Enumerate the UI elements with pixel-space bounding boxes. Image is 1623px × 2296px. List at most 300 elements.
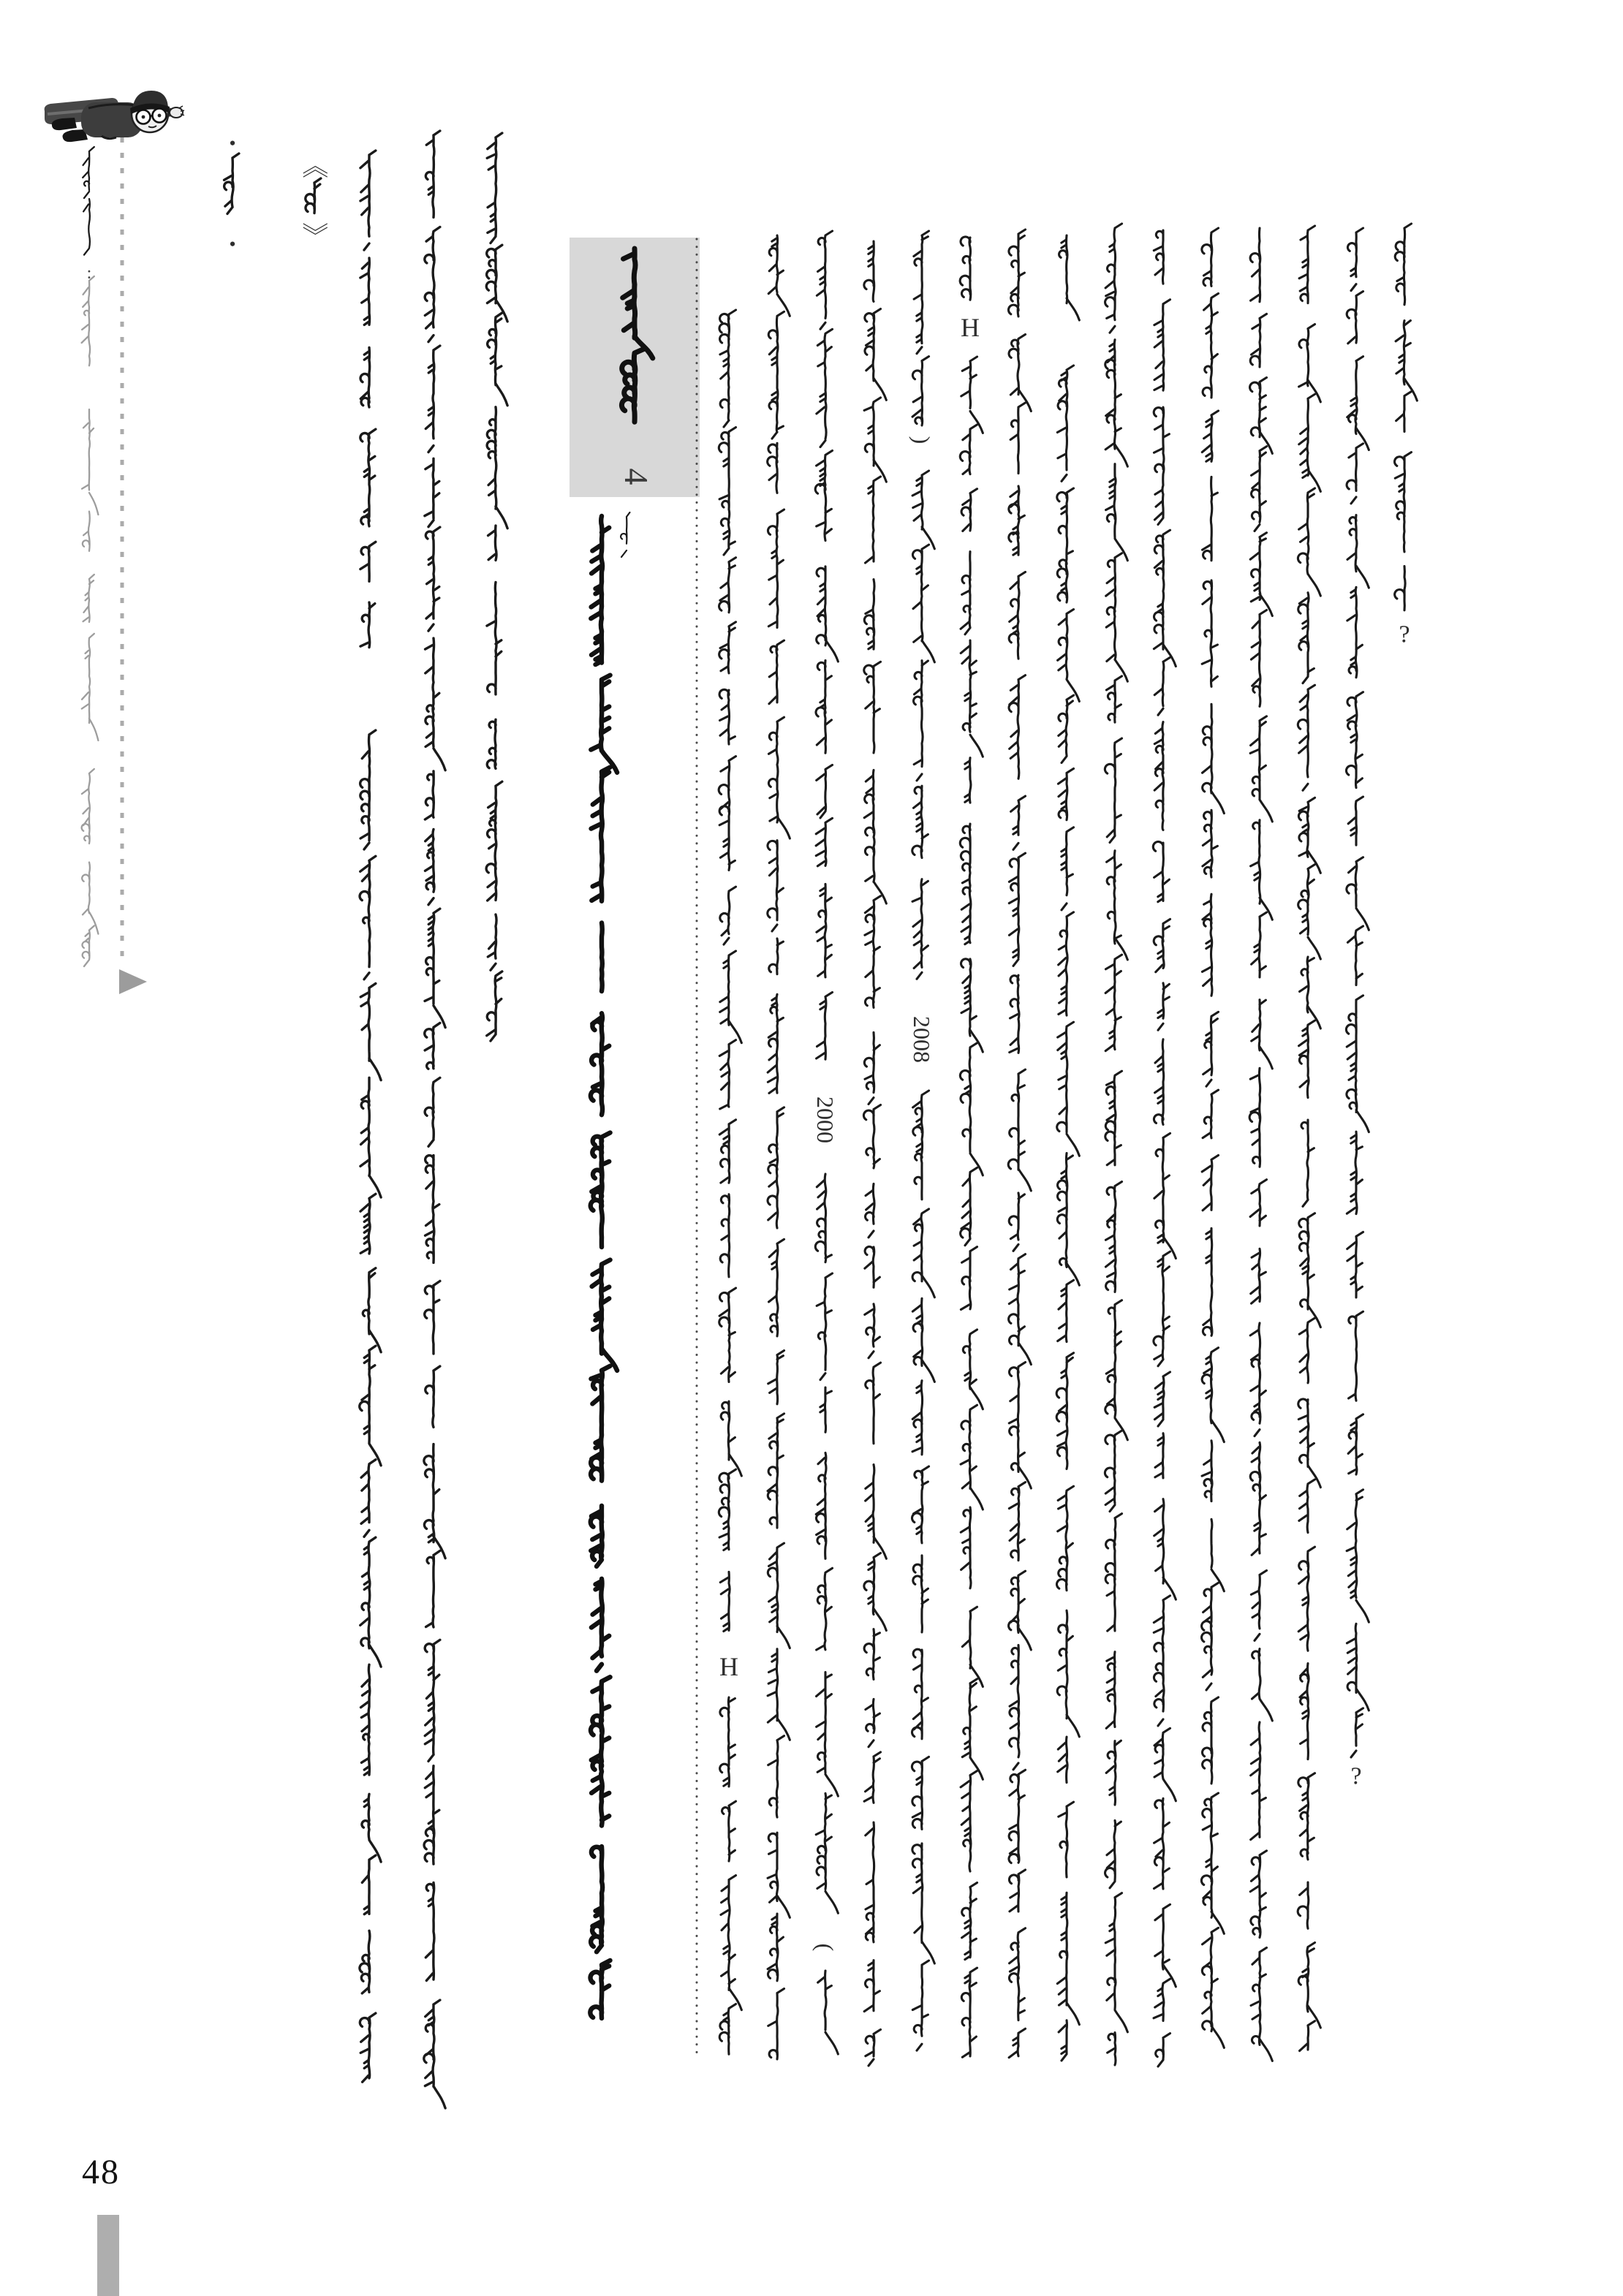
script-word (866, 1363, 881, 1444)
script-word (487, 971, 502, 1041)
script-word (1300, 2021, 1315, 2051)
body-script-column (1249, 228, 1272, 2061)
script-word (1299, 1213, 1321, 1327)
script-word (1347, 357, 1369, 450)
script-word (817, 765, 833, 817)
script-word (719, 689, 735, 744)
script-word (866, 477, 881, 563)
script-word (360, 983, 381, 1080)
script-word (769, 640, 784, 704)
script-word (1250, 1323, 1266, 1436)
script-word (961, 1405, 983, 1509)
script-word (425, 346, 440, 452)
inline-token: ) (909, 436, 935, 444)
script-word (865, 1246, 880, 1287)
script-word (1346, 692, 1363, 788)
script-word (721, 1401, 741, 1476)
body-script-column (812, 231, 839, 2054)
script-word (962, 1607, 983, 1686)
script-word (1203, 1012, 1219, 1086)
body-script-column (1008, 230, 1031, 2058)
script-word (425, 527, 440, 631)
script-word (1250, 1180, 1266, 1226)
script-word (720, 1572, 730, 1631)
script-word (306, 178, 321, 213)
script-word (1009, 1770, 1026, 1863)
script-word (1059, 235, 1080, 320)
script-word (425, 1156, 439, 1263)
script-word (1298, 1399, 1321, 1488)
script-word (591, 1506, 602, 1566)
script-word (912, 1844, 934, 1963)
script-word (961, 1771, 977, 1871)
script-word (1202, 1441, 1212, 1501)
script-word (1008, 230, 1025, 317)
mascot-flying-boy-icon (40, 86, 184, 151)
script-word (82, 276, 94, 365)
script-word (1299, 1479, 1315, 1533)
script-word (1252, 447, 1267, 531)
script-word (817, 567, 839, 662)
script-word (1008, 1069, 1031, 1191)
script-word (961, 959, 983, 1052)
script-word (1156, 2034, 1170, 2066)
bottom-bar-decoration (97, 2215, 119, 2296)
script-word (960, 1043, 983, 1175)
script-word (1057, 1022, 1080, 1156)
script-word (488, 526, 496, 560)
script-word (1009, 1193, 1024, 1251)
script-word (864, 1960, 879, 2012)
script-word (1203, 1697, 1219, 1784)
script-word (1395, 567, 1405, 610)
margin-note-black (83, 147, 94, 255)
script-word (768, 443, 777, 493)
script-word (1298, 1882, 1309, 1928)
script-word (1347, 515, 1369, 588)
script-word (864, 398, 886, 482)
script-word (864, 1032, 879, 1104)
script-word (1009, 1571, 1032, 1650)
script-word (360, 1537, 381, 1667)
script-word (1155, 1904, 1176, 1987)
script-word (1105, 1893, 1127, 2032)
script-word (591, 516, 609, 664)
script-word (425, 638, 446, 770)
script-word (1250, 228, 1260, 302)
script-word (1105, 1182, 1121, 1292)
script-word (912, 1960, 928, 2050)
script-word (591, 1677, 610, 1825)
script-word (1211, 1519, 1224, 1591)
section-header-box (570, 238, 700, 497)
script-word (1009, 1363, 1031, 1489)
script-word (426, 1550, 440, 1626)
section-box-title-sidemark (621, 512, 629, 557)
script-word (1202, 580, 1217, 686)
script-word (591, 1579, 609, 1671)
script-word (1009, 334, 1031, 411)
script-word (1154, 1039, 1163, 1125)
script-word (360, 151, 376, 250)
inline-token: 2000 (812, 1096, 839, 1143)
script-word (488, 914, 496, 970)
script-word (961, 1247, 977, 1310)
script-word (1107, 851, 1128, 960)
script-word (963, 1330, 983, 1409)
script-word (912, 1298, 934, 1382)
instruction-column (486, 133, 507, 1041)
script-word (591, 1133, 610, 1247)
script-word (1010, 1645, 1020, 1770)
script-word (768, 311, 784, 439)
script-word (1347, 444, 1363, 504)
script-word (425, 1640, 440, 1761)
script-word (1057, 488, 1074, 602)
inline-token: ( (812, 1943, 839, 1952)
script-word (912, 1466, 929, 1543)
script-word (1057, 1610, 1079, 1737)
script-word (1298, 685, 1314, 790)
script-word (591, 675, 617, 773)
script-word (1154, 657, 1170, 715)
script-word (864, 1629, 879, 1680)
script-word (1299, 394, 1321, 491)
script-word (864, 662, 881, 753)
script-word (768, 1107, 784, 1228)
script-word (360, 542, 376, 581)
script-word (914, 661, 928, 781)
margin-note-gray (82, 276, 99, 966)
script-word (1203, 810, 1217, 877)
inline-token: H (719, 1652, 738, 1681)
script-word (961, 1968, 977, 2057)
script-word (1154, 1798, 1169, 1889)
script-word (363, 1268, 381, 1352)
script-word (1106, 464, 1128, 561)
script-word (425, 829, 434, 904)
script-word (768, 235, 790, 316)
script-word (82, 863, 98, 934)
body-script-column (1105, 224, 1127, 2065)
script-word (591, 1013, 609, 1115)
script-word (864, 1752, 880, 1803)
script-word (1105, 1820, 1121, 1887)
script-word (720, 1194, 730, 1277)
script-word (1298, 865, 1321, 959)
script-word (360, 856, 376, 979)
script-word (1009, 1482, 1025, 1561)
script-word (722, 1801, 736, 1861)
script-word (360, 730, 376, 849)
script-word (1251, 1570, 1266, 1640)
script-word (424, 1444, 445, 1558)
script-word (961, 357, 983, 433)
script-word (1154, 1372, 1170, 1426)
script-word (1154, 1499, 1176, 1599)
script-word (912, 879, 928, 980)
script-word (362, 1855, 375, 1914)
script-word (913, 1091, 929, 1200)
script-word (769, 1239, 784, 1336)
script-word (1250, 533, 1272, 616)
script-word (866, 1183, 874, 1237)
script-word (425, 1366, 440, 1427)
script-word (1009, 853, 1025, 966)
script-word (912, 1381, 923, 1455)
script-word (768, 509, 784, 628)
page-number: 48 (82, 2153, 120, 2191)
script-word (1062, 827, 1074, 910)
decorated-heading (224, 133, 239, 255)
script-word (83, 199, 90, 255)
script-word (1347, 587, 1363, 678)
script-word (817, 884, 831, 977)
script-word (1106, 1740, 1121, 1805)
script-word (425, 1281, 440, 1353)
body-script-column (1346, 228, 1369, 1790)
script-word (720, 951, 742, 1043)
script-word (362, 1794, 381, 1862)
script-word (1251, 610, 1266, 707)
script-word (360, 1931, 370, 1993)
script-word (864, 770, 886, 903)
script-word (1155, 1433, 1164, 1478)
script-word (1299, 325, 1321, 402)
script-word (768, 994, 783, 1093)
script-word (1009, 2028, 1025, 2057)
body-script-column (1201, 228, 1224, 2047)
script-word (425, 1882, 434, 1980)
script-word (1298, 1547, 1314, 1651)
script-word (961, 1167, 977, 1245)
script-word (1298, 593, 1314, 683)
script-word (1202, 1155, 1218, 1210)
script-word (1251, 1249, 1266, 1303)
script-word (816, 818, 832, 865)
script-word (83, 512, 90, 551)
script-word (1346, 996, 1369, 1132)
script-word (1153, 841, 1169, 901)
script-word (1347, 926, 1363, 985)
script-word (425, 227, 440, 341)
script-word (1250, 377, 1273, 453)
script-word (817, 992, 833, 1059)
script-word (720, 887, 736, 944)
script-word (1057, 1893, 1079, 2024)
script-word (1347, 1232, 1363, 1297)
script-word (82, 634, 99, 740)
script-word (425, 458, 439, 526)
script-word (1202, 228, 1219, 286)
script-word (1106, 1652, 1115, 1729)
script-word (817, 329, 833, 447)
script-word (1347, 1132, 1362, 1214)
script-word (1057, 365, 1073, 481)
script-word (1351, 1708, 1363, 1757)
script-word (1250, 716, 1272, 822)
script-word (1154, 1979, 1170, 2020)
script-word (719, 1040, 735, 1109)
script-word (817, 231, 832, 329)
script-word (817, 1273, 832, 1380)
script-word (913, 1556, 928, 1632)
script-word (1250, 1442, 1266, 1555)
script-word (592, 1260, 617, 1371)
script-word (1395, 224, 1411, 305)
script-word (1202, 411, 1218, 461)
script-word (1298, 1942, 1320, 2028)
script-word (360, 347, 370, 407)
script-word (1154, 1133, 1176, 1258)
script-word (424, 1766, 439, 1864)
script-word (721, 1876, 741, 2010)
script-word (965, 758, 971, 803)
script-word (487, 133, 502, 243)
script-word (224, 154, 239, 213)
script-word (591, 1366, 610, 1481)
script-word (719, 1288, 736, 1382)
script-word (1203, 1090, 1218, 1138)
script-word (82, 769, 94, 844)
script-word (1250, 314, 1266, 367)
script-word (719, 428, 735, 556)
inline-token: H (961, 313, 980, 342)
script-word (360, 2013, 375, 2082)
script-word (1347, 1624, 1369, 1710)
script-word (487, 407, 507, 528)
script-word (1058, 610, 1080, 702)
script-word (1009, 486, 1025, 555)
script-word (1301, 1120, 1314, 1206)
script-word (1251, 820, 1273, 920)
script-word (1011, 796, 1026, 849)
script-word (1056, 1353, 1073, 1469)
script-word (1010, 403, 1025, 474)
script-word (1349, 1311, 1363, 1401)
script-word (817, 1568, 833, 1650)
script-word (769, 939, 784, 974)
script-word (912, 471, 934, 549)
script-word (1201, 1793, 1224, 1933)
script-word (960, 824, 971, 944)
script-word (820, 1387, 832, 1432)
script-word (961, 1507, 971, 1588)
script-word (864, 1553, 887, 1631)
script-word (962, 1883, 977, 1960)
script-word (768, 1414, 784, 1528)
inline-token: • (229, 233, 236, 255)
script-word (719, 310, 736, 427)
script-word (1058, 768, 1073, 819)
script-word (1108, 2033, 1116, 2065)
script-word (719, 1120, 735, 1183)
script-word (768, 717, 790, 838)
script-word (1105, 224, 1122, 333)
script-word (360, 258, 370, 325)
script-word (1396, 321, 1417, 401)
script-word (82, 409, 98, 515)
script-word (425, 131, 439, 217)
body-script-column (1056, 235, 1079, 2061)
margin-note-colon: : (86, 264, 92, 283)
script-word (487, 719, 496, 768)
body-script-column (719, 310, 741, 2054)
script-word (487, 582, 502, 694)
script-word (961, 489, 977, 531)
script-word (1300, 957, 1321, 1028)
script-word (864, 580, 874, 649)
script-word (1010, 975, 1019, 1053)
script-word (961, 640, 983, 757)
script-word (1154, 1728, 1176, 1800)
inline-token: 》 (300, 221, 329, 249)
script-word (1396, 392, 1412, 432)
script-word (720, 1697, 735, 1787)
script-word (1009, 1254, 1032, 1365)
script-word (590, 1960, 610, 2018)
body-script-column (1298, 226, 1320, 2051)
script-word (768, 1989, 784, 2059)
script-word (1251, 1722, 1266, 1840)
script-word (768, 1914, 783, 1981)
script-word (1105, 1431, 1121, 1512)
script-word (591, 768, 610, 901)
inline-token: ? (1350, 1762, 1362, 1790)
mascot-head (130, 91, 170, 132)
script-word (1059, 2020, 1067, 2061)
script-word (866, 2029, 881, 2066)
script-word (361, 1460, 376, 1537)
script-word (866, 1465, 887, 1559)
script-word (1249, 1068, 1260, 1167)
script-word (1252, 1649, 1272, 1721)
script-word (425, 909, 445, 1027)
script-word (912, 545, 934, 662)
script-word (1058, 1280, 1074, 1341)
script-word (863, 1105, 880, 1168)
script-word (1059, 912, 1074, 1015)
script-word (719, 1469, 735, 1550)
script-word (360, 602, 375, 648)
script-word (486, 245, 507, 322)
script-word (1395, 452, 1412, 552)
script-word (865, 1304, 880, 1358)
script-word (768, 1736, 784, 1817)
script-word (912, 1649, 928, 1739)
script-word (815, 450, 832, 540)
script-word (425, 771, 434, 819)
script-word (360, 1346, 381, 1466)
script-word (719, 622, 736, 673)
instruction-column (360, 151, 381, 2082)
script-word (1347, 292, 1363, 344)
script-word (1347, 857, 1369, 931)
script-word (1251, 1947, 1272, 2061)
script-word (1202, 894, 1212, 996)
script-word (1202, 1348, 1224, 1442)
script-word (1105, 955, 1121, 1051)
script-word (912, 1757, 928, 1829)
script-word (961, 552, 970, 634)
script-word (1298, 1773, 1315, 1860)
script-word (960, 425, 977, 474)
script-word (1106, 676, 1121, 722)
script-word (1347, 1490, 1369, 1622)
script-word (719, 757, 735, 871)
script-word (425, 1023, 440, 1069)
script-word (424, 2000, 445, 2108)
